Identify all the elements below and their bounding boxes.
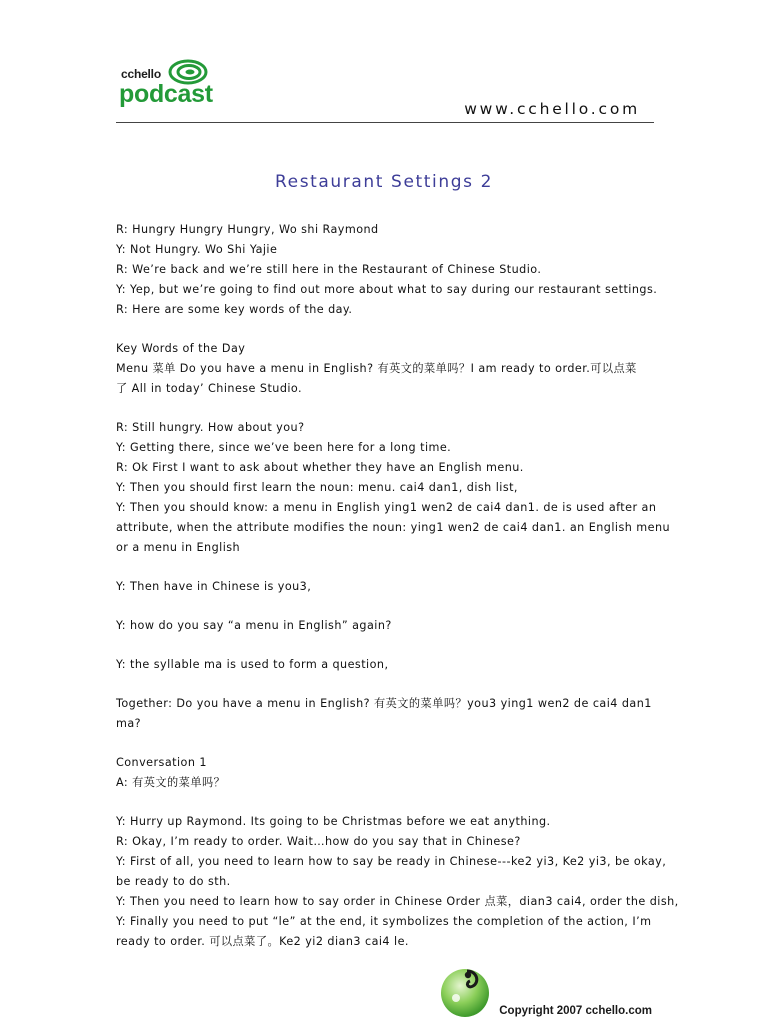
blank-line bbox=[116, 793, 656, 812]
transcript-line: Y: Then you should know: a menu in English ying1 wen2 de cai4 dan1. de is used after an bbox=[116, 501, 657, 514]
blank-line bbox=[116, 734, 656, 753]
transcript-line: Y: Finally you need to put “le” at the end, it symbolizes the completion of the action, I’m bbox=[116, 915, 652, 928]
transcript-line: R: Ok First I want to ask about whether they have an English menu. bbox=[116, 461, 524, 474]
transcript-line: A: 有英文的菜单吗？ bbox=[116, 776, 226, 789]
transcript-line: Y: Hurry up Raymond. Its going to be Christmas before we eat anything. bbox=[116, 815, 551, 828]
blank-line bbox=[116, 636, 656, 655]
transcript-line: Y: the syllable ma is used to form a question, bbox=[116, 658, 389, 671]
transcript-line: R: Here are some key words of the day. bbox=[116, 303, 353, 316]
transcript-line: Y: Getting there, since we’ve been here for a long time. bbox=[116, 441, 452, 454]
transcript-line: Menu 菜单 Do you have a menu in English? 有英文的菜单吗？I am ready to order.可以点菜 bbox=[116, 362, 637, 375]
header-divider bbox=[116, 122, 654, 123]
logo-brand-text: cchello bbox=[121, 67, 161, 81]
transcript-line: Together: Do you have a menu in English? 有英文的菜单吗？you3 ying1 wen2 de cai4 dan1 bbox=[116, 697, 652, 710]
transcript-line: R: Hungry Hungry Hungry, Wo shi Raymond bbox=[116, 223, 379, 236]
transcript-line: Key Words of the Day bbox=[116, 342, 246, 355]
blank-line bbox=[116, 597, 656, 616]
transcript-line: ma? bbox=[116, 717, 142, 730]
transcript-line: Y: Then you need to learn how to say order in Chinese Order 点菜，dian3 cai4, order the dish, bbox=[116, 895, 679, 908]
transcript-line: 了 All in today’ Chinese Studio. bbox=[116, 382, 303, 395]
transcript-line: or a menu in English bbox=[116, 541, 241, 554]
transcript-line: Y: First of all, you need to learn how to say be ready in Chinese---ke2 yi3, Ke2 yi3, be okay, bbox=[116, 855, 667, 868]
blank-line bbox=[116, 399, 656, 418]
transcript-line: ready to order. 可以点菜了。Ke2 yi2 dian3 cai4 le. bbox=[116, 935, 409, 948]
transcript-line: Conversation 1 bbox=[116, 756, 207, 769]
cchello-podcast-logo bbox=[118, 56, 233, 116]
transcript-line: R: Okay, I’m ready to order. Wait…how do you say that in Chinese? bbox=[116, 835, 521, 848]
transcript-line: Y: Then you should first learn the noun: menu. cai4 dan1, dish list, bbox=[116, 481, 518, 494]
blank-line bbox=[116, 675, 656, 694]
transcript-line: attribute, when the attribute modifies the noun: ying1 wen2 de cai4 dan1. an English menu bbox=[116, 521, 671, 534]
transcript-line: Y: how do you say “a menu in English” again? bbox=[116, 619, 392, 632]
logo-podcast-text: podcast bbox=[119, 80, 213, 108]
cchello-mascot-icon bbox=[437, 962, 497, 1020]
transcript-line: R: We’re back and we’re still here in the Restaurant of Chinese Studio. bbox=[116, 263, 542, 276]
copyright-text: Copyright 2007 cchello.com bbox=[499, 1005, 652, 1017]
document-title: Restaurant Settings 2 bbox=[274, 172, 494, 192]
transcript-line: Y: Yep, but we’re going to find out more about what to say during our restaurant settings. bbox=[116, 283, 658, 296]
transcript-line: be ready to do sth. bbox=[116, 875, 231, 888]
blank-line bbox=[116, 558, 656, 577]
site-url: www.cchello.com bbox=[464, 100, 640, 118]
transcript-line: Y: Not Hungry. Wo Shi Yajie bbox=[116, 243, 278, 256]
transcript-line: Y: Then have in Chinese is you3, bbox=[116, 580, 312, 593]
blank-line bbox=[116, 320, 656, 339]
transcript-body bbox=[116, 220, 679, 952]
transcript-line: R: Still hungry. How about you? bbox=[116, 421, 305, 434]
